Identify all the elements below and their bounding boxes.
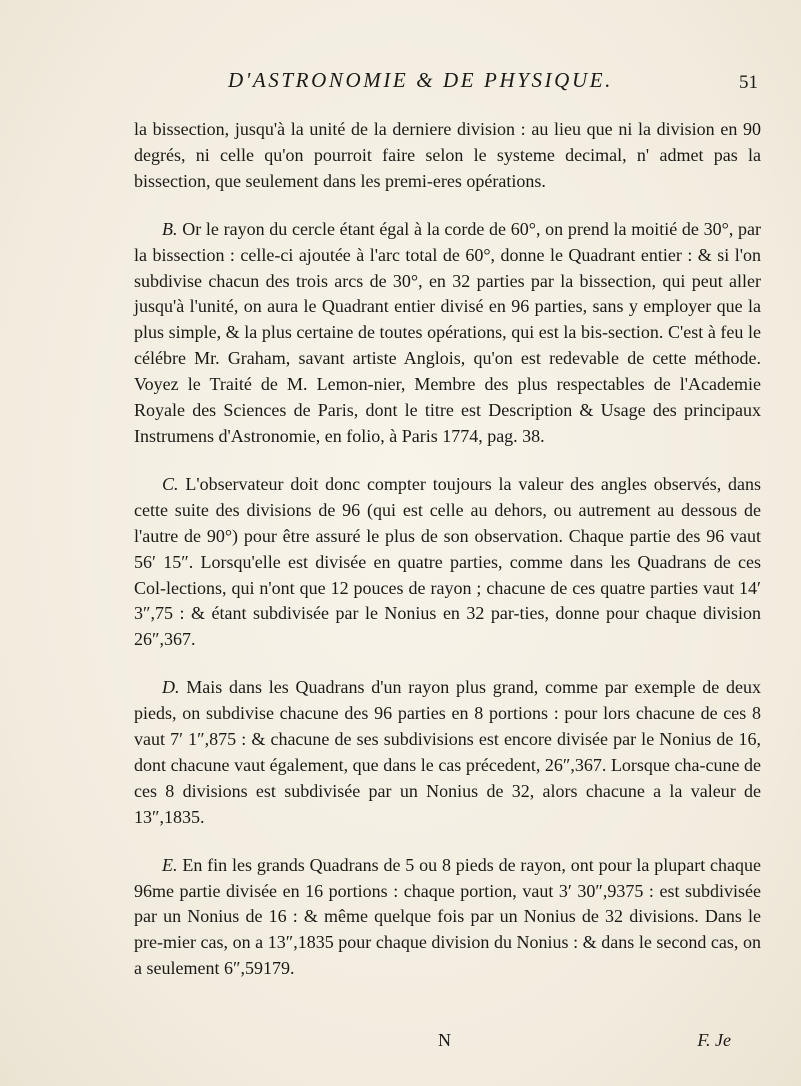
paragraph-text: la bissection, jusqu'à la unité de la derniere division : au lieu que ni la division en 90 degrés, ni celle qu'on pourroit faire selon le systeme decimal, n' admet pas la bissection, que seulement dans les premi-eres opérations. <box>134 119 761 191</box>
body-text <box>134 117 761 982</box>
paragraph-d <box>134 675 761 830</box>
paragraph-b <box>134 217 761 450</box>
page-footer <box>134 1030 761 1056</box>
paragraph-text: Mais dans les Quadrans d'un rayon plus grand, comme par exemple de deux pieds, on subdivise chacune des 96 parties en 8 portions : pour lors chacune de ces 8 vaut 7′ 1″,875 : & chacune de ses subdivisions est encore divisée par le Nonius de 16, dont chacune vaut également, que dans le cas précedent, 26″,367. Lorsque cha-cune de ces 8 divisions est subdivisée par un Nonius de 32, alors chacune a la valeur de 13″,1835. <box>134 677 762 827</box>
paragraph-continuation <box>134 117 761 195</box>
catchword: F. Je <box>697 1030 731 1050</box>
paragraph-text: En fin les grands Quadrans de 5 ou 8 pieds de rayon, ont pour la plupart chaque 96me partie divisée en 16 portions : chaque portion, vaut 3′ 30″,9375 : est subdivisée par un Nonius de 16 : & même quelque fois par un Nonius de 32 divisions. Dans le pre-mier cas, on a 13″,1835 pour chaque division du Nonius : & dans le second cas, on a seulement 6″,59179. <box>134 854 761 979</box>
paragraph-text: L'observateur doit donc compter toujours la valeur des angles observés, dans cette suite des divisions de 96 (qui est celle au dehors, ou autrement au dessous de l'autre de 90°) pour être assuré le plus de son observation. Chaque partie des 96 vaut 56′ 15″. Lorsqu'elle est divisée en quatre parties, comme dans les Quadrans de ces Col-lections, qui n'ont que 12 pouces de rayon ; chacune de ces quatre parties vaut 14′ 3″,75 : & étant subdivisée par le Nonius en 32 par-ties, donne pour chaque division 26″,367. <box>134 473 761 650</box>
paragraph-e <box>134 853 761 983</box>
paragraph-letter: C. <box>162 473 179 494</box>
page-number: 51 <box>739 72 758 93</box>
paragraph-letter: B. <box>162 218 178 239</box>
paragraph-letter: D. <box>162 677 180 698</box>
paragraph-c <box>134 472 761 653</box>
running-head: D'ASTRONOMIE & DE PHYSIQUE. <box>228 68 613 92</box>
paragraph-letter: E. <box>162 854 178 875</box>
paragraph-text: Or le rayon du cercle étant égal à la corde de 60°, on prend la moitié de 30°, par la bissection : celle-ci ajoutée à l'arc total de 60°, donne le Quadrant entier : & si l'on subdivise chacun des trois arcs de 30°, en 32 parties par la bissection, qui peut aller jusqu'à l'unité, on aura le Quadrant entier divisé en 96 parties, sans y employer que la plus simple, & la plus certaine de toutes opérations, qui est la bis-section. C'est à feu le célébre Mr. Graham, savant artiste Anglois, qu'on est redevable de cette méthode. Voyez le Traité de M. Lemon-nier, Membre des plus respectables de l'Academie Royale des Sciences de Paris, dont le titre est Description & Usage des principaux Instrumens d'Astronomie, en folio, à Paris 1774, pag. 38. <box>134 218 762 446</box>
signature-mark: N <box>438 1030 451 1050</box>
page-header <box>228 68 758 108</box>
